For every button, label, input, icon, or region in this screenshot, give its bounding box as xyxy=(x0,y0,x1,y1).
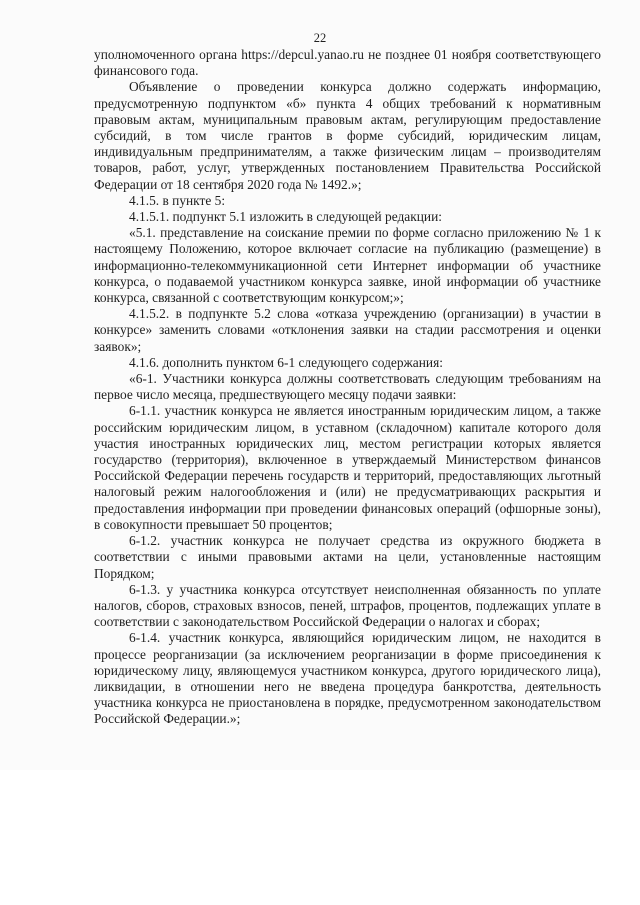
paragraph-3: 4.1.5. в пункте 5: xyxy=(129,192,226,208)
paragraph-1: уполномоченного органа https://depcul.yanao.ru не позднее 01 ноября соответствующего финансового года. xyxy=(94,47,601,79)
paragraph-2: Объявление о проведении конкурса должно содержать информацию, предусмотренную подпунктом «б» пункта 4 общих требований к нормативным правовым актам, муниципальным правовым актам, регулирующим предоставление субсидий, в том числе грантов в форме субсидий, юридическим лицам, индивидуальным предпринимателям, а также физическим лицам – производителям товаров, работ, услуг, утвержденных постановлением Правительства Российской Федерации от 18 сентября 2020 года № 1492.»; xyxy=(94,79,601,192)
paragraph-12: 6-1.4. участник конкурса, являющийся юридическим лицом, не находится в процессе реорганизации (за исключением реорганизации в форме присоединения к юридическому лицу, являющемуся участником конкурса, другого юридического лица), ликвидации, в отношении него не введена процедура банкротства, деятельность участника конкурса не приостановлена в порядке, предусмотренном законодательством Российской Федерации.»; xyxy=(94,630,601,727)
paragraph-6: 4.1.5.2. в подпункте 5.2 слова «отказа учреждению (организации) в участии в конкурсе» заменить словами «отклонения заявки на стадии рассмотрения и оценки заявок»; xyxy=(94,306,601,354)
page-number: 22 xyxy=(313,31,327,45)
paragraph-5: «5.1. представление на соискание премии по форме согласно приложению № 1 к настоящему Положению, которое включает согласие на публикацию (размещение) в информационно-телекоммуникационной сети Интернет информации об участнике конкурса, о подаваемой участником конкурса заявке, иной информации об участнике конкурса, связанной с соответствующим конкурсом;»; xyxy=(94,225,601,306)
paragraph-9: 6-1.1. участник конкурса не является иностранным юридическим лицом, а также российским юридическим лицом, в уставном (складочном) капитале которого доля участия иностранных юридических лиц, местом регистрации которых является государство (территория), включенное в утверждаемый Министерством финансов Российской Федерации перечень государств и территорий, предоставляющих льготный налоговый режим налогообложения и (или) не предусматривающих раскрытия и предоставления информации при проведении финансовых операций (офшорные зоны), в совокупности превышает 50 процентов; xyxy=(94,403,601,532)
paragraph-7: 4.1.6. дополнить пунктом 6-1 следующего содержания: xyxy=(129,354,443,370)
paragraph-10: 6-1.2. участник конкурса не получает средства из окружного бюджета в соответствии с иными правовыми актами на цели, установленные настоящим Порядком; xyxy=(94,533,601,581)
blank-margin xyxy=(0,770,640,905)
paragraph-8: «6-1. Участники конкурса должны соответствовать следующим требованиям на первое число месяца, предшествующего месяцу подачи заявки: xyxy=(94,371,601,403)
paragraph-4: 4.1.5.1. подпункт 5.1 изложить в следующей редакции: xyxy=(129,209,442,225)
paragraph-11: 6-1.3. у участника конкурса отсутствует неисполненная обязанность по уплате налогов, сборов, страховых взносов, пеней, штрафов, процентов, подлежащих уплате в соответствии с законодательством Российской Федерации о налогах и сборах; xyxy=(94,581,601,630)
document-body xyxy=(94,47,601,728)
